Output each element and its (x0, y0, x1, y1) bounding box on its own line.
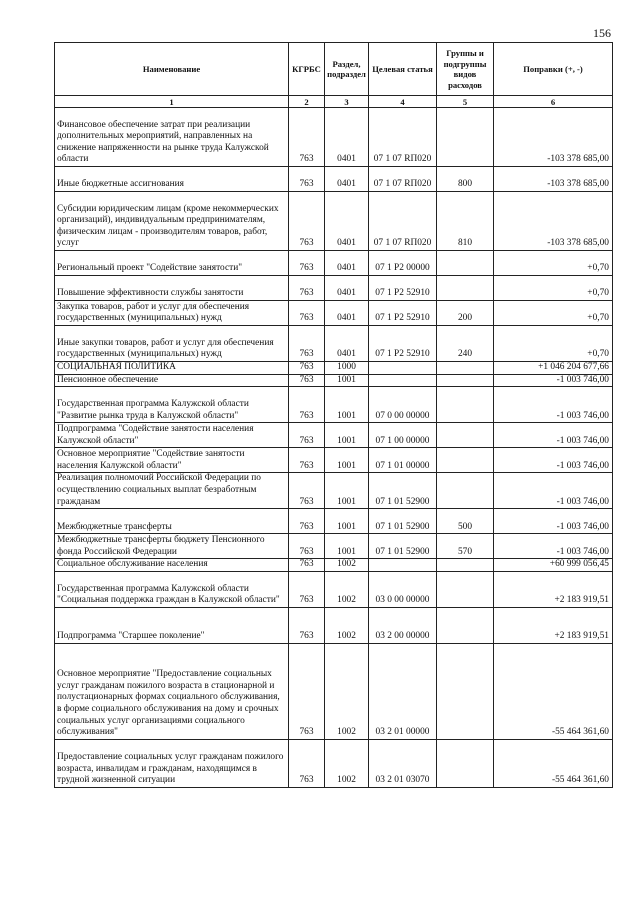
table-row (55, 423, 613, 448)
cell-group: 810 (437, 192, 494, 251)
cell-kgrbs: 763 (289, 301, 325, 326)
table-row (55, 374, 613, 387)
cell-amount: +2 183 919,51 (494, 571, 613, 607)
cell-kgrbs: 763 (289, 423, 325, 448)
cell-target: 07 1 P2 00000 (369, 251, 437, 276)
column-number-row (55, 96, 613, 108)
cell-name: Иные закупки товаров, работ и услуг для обеспечения государственных (муниципальных) нужд (55, 326, 289, 362)
cell-kgrbs: 763 (289, 607, 325, 643)
cell-group (437, 374, 494, 387)
cell-section: 0401 (325, 192, 369, 251)
cell-kgrbs: 763 (289, 739, 325, 787)
cell-target: 03 2 00 00000 (369, 607, 437, 643)
cell-amount: -1 003 746,00 (494, 448, 613, 473)
cell-name: Субсидии юридическим лицам (кроме некоммерческих организаций), индивидуальным предпринимателям, физическим лицам - производителям товаров, работ, услуг (55, 192, 289, 251)
cell-kgrbs: 763 (289, 276, 325, 301)
table-row (55, 739, 613, 787)
cell-group (437, 559, 494, 572)
table-row (55, 276, 613, 301)
table-row (55, 559, 613, 572)
cell-name: Региональный проект "Содействие занятости" (55, 251, 289, 276)
header-kgrbs: КГРБС (289, 43, 325, 96)
cell-target: 07 1 07 RП020 (369, 108, 437, 167)
table-row (55, 192, 613, 251)
cell-name: Предоставление социальных услуг гражданам пожилого возраста, инвалидам и гражданам, находящимся в трудной жизненной ситуации (55, 739, 289, 787)
cell-target: 07 1 01 52900 (369, 509, 437, 534)
cell-target (369, 362, 437, 375)
cell-amount: -1 003 746,00 (494, 374, 613, 387)
cell-group (437, 108, 494, 167)
cell-amount: -1 003 746,00 (494, 509, 613, 534)
cell-target: 03 0 00 00000 (369, 571, 437, 607)
cell-amount: -103 378 685,00 (494, 108, 613, 167)
cell-target: 07 1 00 00000 (369, 423, 437, 448)
cell-amount: -103 378 685,00 (494, 167, 613, 192)
page-number: 156 (593, 26, 611, 40)
cell-group: 200 (437, 301, 494, 326)
cell-kgrbs: 763 (289, 473, 325, 509)
cell-amount: +0,70 (494, 251, 613, 276)
cell-group (437, 276, 494, 301)
column-number: 4 (369, 96, 437, 108)
cell-kgrbs: 763 (289, 643, 325, 739)
cell-amount: -1 003 746,00 (494, 534, 613, 559)
cell-kgrbs: 763 (289, 509, 325, 534)
column-number: 1 (55, 96, 289, 108)
header-name: Наименование (55, 43, 289, 96)
cell-target (369, 374, 437, 387)
cell-amount: -103 378 685,00 (494, 192, 613, 251)
cell-kgrbs: 763 (289, 374, 325, 387)
cell-amount: +0,70 (494, 326, 613, 362)
cell-target (369, 559, 437, 572)
header-target: Целевая статья (369, 43, 437, 96)
cell-name: Межбюджетные трансферты (55, 509, 289, 534)
header-row (55, 43, 613, 96)
cell-amount: -1 003 746,00 (494, 387, 613, 423)
cell-target: 07 1 01 52900 (369, 534, 437, 559)
cell-name: Основное мероприятие "Предоставление социальных услуг гражданам пожилого возраста в стационарной и полустационарных формах социального обслуживания, в форме социального обслуживания на дому и срочных социальных услуг организациями социального обслуживания" (55, 643, 289, 739)
cell-name: Иные бюджетные ассигнования (55, 167, 289, 192)
table-row (55, 571, 613, 607)
cell-target: 07 0 00 00000 (369, 387, 437, 423)
cell-amount: -55 464 361,60 (494, 643, 613, 739)
cell-name: Финансовое обеспечение затрат при реализации дополнительных мероприятий, направленных на снижение напряженности на рынке труда Калужской области (55, 108, 289, 167)
column-number: 5 (437, 96, 494, 108)
table-row (55, 167, 613, 192)
cell-group (437, 739, 494, 787)
cell-group (437, 571, 494, 607)
cell-name: Подпрограмма "Старшее поколение" (55, 607, 289, 643)
cell-name: Закупка товаров, работ и услуг для обеспечения государственных (муниципальных) нужд (55, 301, 289, 326)
cell-kgrbs: 763 (289, 387, 325, 423)
cell-kgrbs: 763 (289, 326, 325, 362)
cell-section: 1001 (325, 374, 369, 387)
table-row (55, 326, 613, 362)
cell-group: 240 (437, 326, 494, 362)
cell-kgrbs: 763 (289, 362, 325, 375)
cell-amount: -1 003 746,00 (494, 473, 613, 509)
table-row (55, 108, 613, 167)
header-group: Группы и подгруппы видов расходов (437, 43, 494, 96)
cell-section: 0401 (325, 276, 369, 301)
table-row (55, 301, 613, 326)
cell-name: Основное мероприятие "Содействие занятости населения Калужской области" (55, 448, 289, 473)
cell-target: 07 1 01 00000 (369, 448, 437, 473)
cell-section: 0401 (325, 301, 369, 326)
table-row (55, 534, 613, 559)
cell-target: 07 1 07 RП020 (369, 167, 437, 192)
table-row (55, 448, 613, 473)
cell-name: Повышение эффективности службы занятости (55, 276, 289, 301)
budget-amendments-table (54, 42, 613, 788)
table-row (55, 509, 613, 534)
table-row (55, 251, 613, 276)
cell-group (437, 423, 494, 448)
cell-name: СОЦИАЛЬНАЯ ПОЛИТИКА (55, 362, 289, 375)
cell-amount: -55 464 361,60 (494, 739, 613, 787)
column-number: 6 (494, 96, 613, 108)
cell-name: Реализация полномочий Российской Федерации по осуществлению социальных выплат безработным гражданам (55, 473, 289, 509)
cell-section: 1001 (325, 473, 369, 509)
cell-group: 800 (437, 167, 494, 192)
cell-target: 03 2 01 03070 (369, 739, 437, 787)
cell-section: 0401 (325, 167, 369, 192)
cell-group (437, 362, 494, 375)
cell-target: 07 1 P2 52910 (369, 326, 437, 362)
cell-kgrbs: 763 (289, 251, 325, 276)
table-row (55, 607, 613, 643)
cell-section: 1000 (325, 362, 369, 375)
cell-group (437, 473, 494, 509)
cell-section: 0401 (325, 251, 369, 276)
cell-name: Государственная программа Калужской области "Социальная поддержка граждан в Калужской области" (55, 571, 289, 607)
cell-kgrbs: 763 (289, 192, 325, 251)
cell-amount: +60 999 056,45 (494, 559, 613, 572)
cell-group (437, 387, 494, 423)
cell-section: 1002 (325, 739, 369, 787)
column-number: 2 (289, 96, 325, 108)
cell-name: Социальное обслуживание населения (55, 559, 289, 572)
cell-target: 07 1 07 RП020 (369, 192, 437, 251)
cell-kgrbs: 763 (289, 559, 325, 572)
cell-amount: +1 046 204 677,66 (494, 362, 613, 375)
table-row (55, 362, 613, 375)
cell-target: 07 1 P2 52910 (369, 276, 437, 301)
cell-target: 07 1 P2 52910 (369, 301, 437, 326)
cell-section: 1001 (325, 387, 369, 423)
cell-kgrbs: 763 (289, 108, 325, 167)
cell-amount: +2 183 919,51 (494, 607, 613, 643)
cell-kgrbs: 763 (289, 448, 325, 473)
table-row (55, 387, 613, 423)
cell-group: 570 (437, 534, 494, 559)
table-row (55, 473, 613, 509)
cell-section: 1001 (325, 423, 369, 448)
cell-section: 1001 (325, 509, 369, 534)
cell-section: 1002 (325, 571, 369, 607)
cell-name: Пенсионное обеспечение (55, 374, 289, 387)
cell-amount: -1 003 746,00 (494, 423, 613, 448)
cell-kgrbs: 763 (289, 571, 325, 607)
cell-name: Подпрограмма "Содействие занятости населения Калужской области" (55, 423, 289, 448)
cell-section: 1002 (325, 607, 369, 643)
cell-group (437, 607, 494, 643)
cell-amount: +0,70 (494, 276, 613, 301)
cell-section: 1001 (325, 448, 369, 473)
cell-group (437, 643, 494, 739)
cell-group (437, 251, 494, 276)
cell-target: 07 1 01 52900 (369, 473, 437, 509)
cell-amount: +0,70 (494, 301, 613, 326)
cell-group: 500 (437, 509, 494, 534)
header-amount: Поправки (+, -) (494, 43, 613, 96)
cell-kgrbs: 763 (289, 534, 325, 559)
cell-kgrbs: 763 (289, 167, 325, 192)
cell-section: 1002 (325, 559, 369, 572)
cell-target: 03 2 01 00000 (369, 643, 437, 739)
column-number: 3 (325, 96, 369, 108)
cell-name: Государственная программа Калужской области "Развитие рынка труда в Калужской области" (55, 387, 289, 423)
table-row (55, 643, 613, 739)
cell-group (437, 448, 494, 473)
header-section: Раздел, подраздел (325, 43, 369, 96)
cell-section: 0401 (325, 326, 369, 362)
cell-section: 0401 (325, 108, 369, 167)
cell-section: 1001 (325, 534, 369, 559)
cell-section: 1002 (325, 643, 369, 739)
cell-name: Межбюджетные трансферты бюджету Пенсионного фонда Российской Федерации (55, 534, 289, 559)
